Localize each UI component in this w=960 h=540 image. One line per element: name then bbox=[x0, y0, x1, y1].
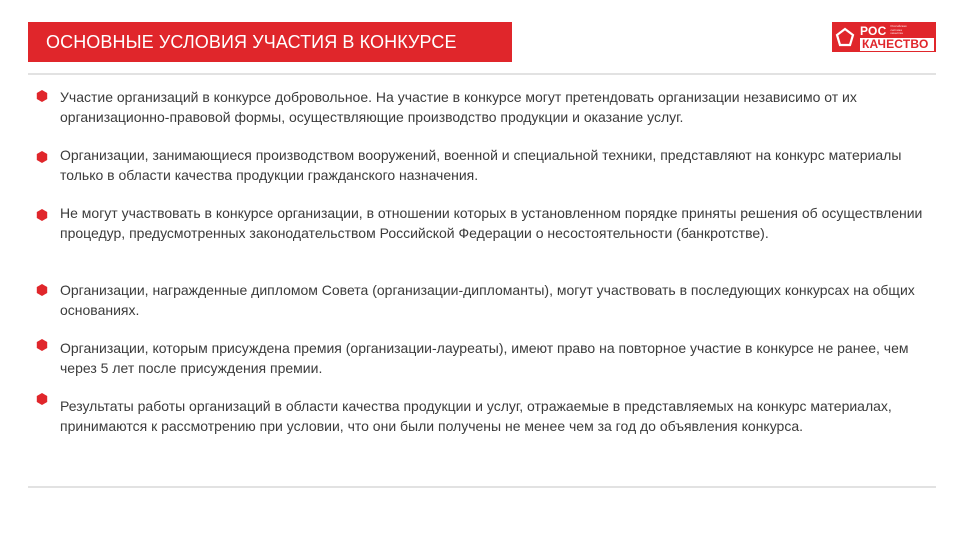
logo-line-1: РОС bbox=[860, 23, 887, 38]
page-title: ОСНОВНЫЕ УСЛОВИЯ УЧАСТИЯ В КОНКУРСЕ bbox=[46, 31, 457, 52]
condition-item bbox=[60, 88, 936, 127]
condition-text: Результаты работы организаций в области качества продукции и услуг, отражаемые в представляемых на конкурс материалах, принимаются к рассмотрению при условии, что они были получены не менее чем за год до объявления конкурса. bbox=[60, 398, 892, 434]
red-hexagon-bullet-icon bbox=[36, 90, 48, 102]
red-hexagon-bullet-icon bbox=[36, 209, 48, 221]
page-title-banner bbox=[28, 22, 512, 62]
condition-item bbox=[60, 339, 936, 378]
condition-text: Не могут участвовать в конкурсе организации, в отношении которых в установленном порядке приняты решения об осуществлении процедур, предусмотренных законодательством Российской Федерации о несостоятельности (банкротстве). bbox=[60, 205, 923, 241]
condition-text: Участие организаций в конкурсе добровольное. На участие в конкурсе могут претендовать организации независимо от их организационно-правовой формы, осуществляющие производство продукции и оказание услуг. bbox=[60, 89, 857, 125]
condition-text: Организации, награжденные дипломом Совета (организации-дипломанты), могут участвовать в последующих конкурсах на общих основаниях. bbox=[60, 282, 915, 318]
condition-item bbox=[60, 281, 936, 320]
condition-item bbox=[60, 397, 936, 436]
red-hexagon-bullet-icon bbox=[36, 393, 48, 405]
footer-divider bbox=[28, 486, 936, 488]
logo-line-2: КАЧЕСТВО bbox=[860, 38, 934, 51]
condition-text: Организации, которым присуждена премия (организации-лауреаты), имеют право на повторное участие в конкурсе не ранее, чем через 5 лет после присуждения премии. bbox=[60, 340, 909, 376]
red-hexagon-bullet-icon bbox=[36, 339, 48, 351]
logo-tagline: Российская система качества bbox=[890, 24, 907, 36]
pentagon-house-icon bbox=[832, 22, 858, 52]
red-hexagon-bullet-icon bbox=[36, 151, 48, 163]
header-divider bbox=[28, 73, 936, 75]
condition-item bbox=[60, 204, 936, 243]
red-hexagon-bullet-icon bbox=[36, 284, 48, 296]
roskachestvo-logo bbox=[832, 22, 936, 52]
condition-text: Организации, занимающиеся производством вооружений, военной и специальной техники, представляют на конкурс материалы только в области качества продукции гражданского назначения. bbox=[60, 147, 902, 183]
condition-item bbox=[60, 146, 936, 185]
